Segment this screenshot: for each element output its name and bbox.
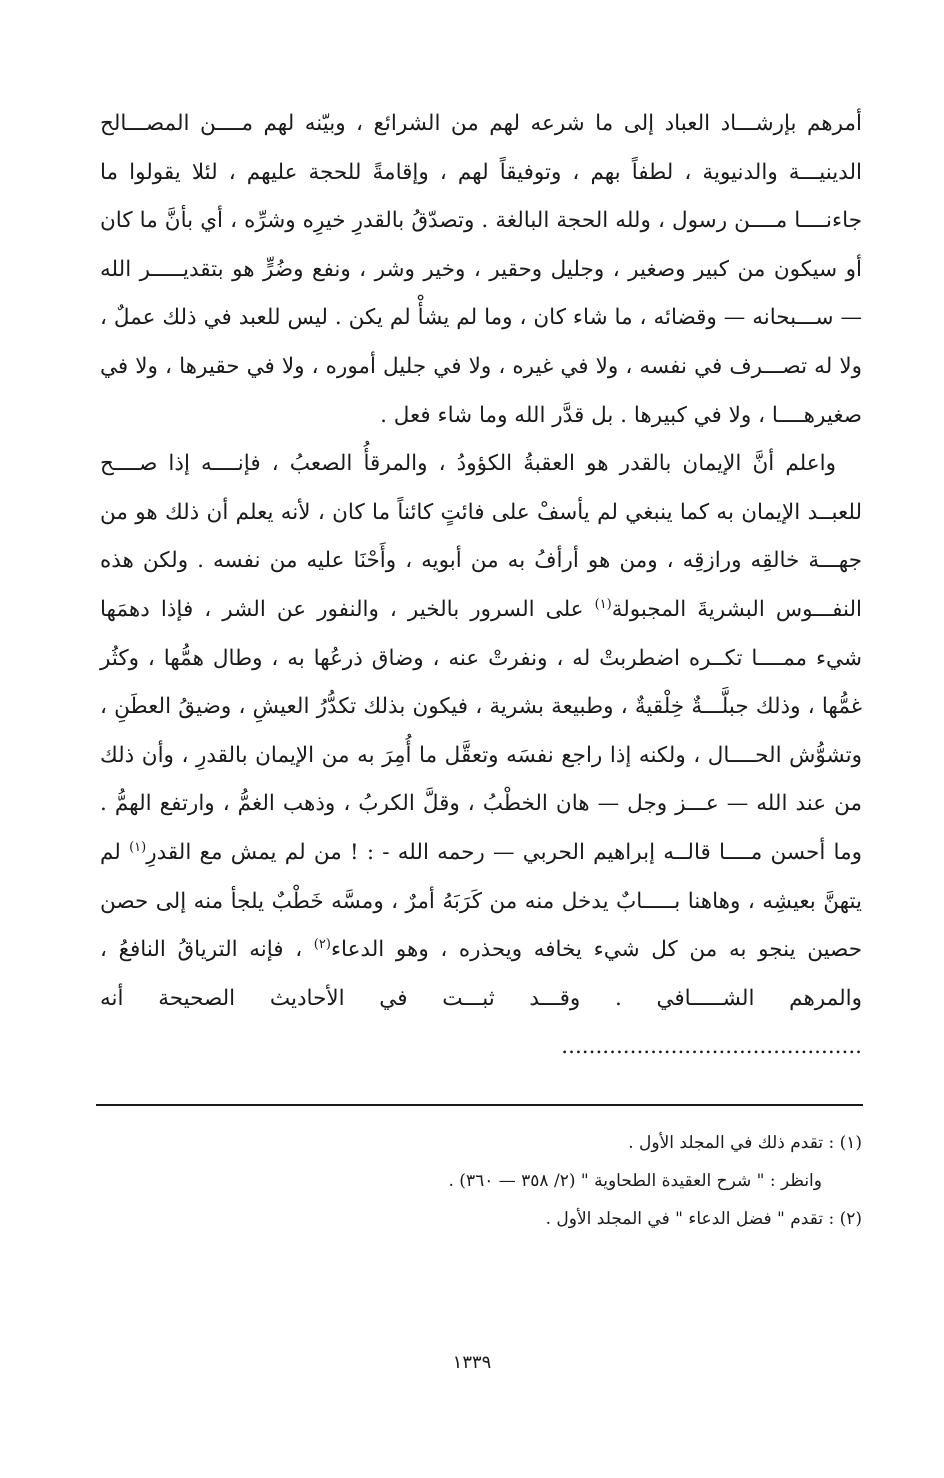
paragraph-2-part-c: لم يتهنَّ بعيشِه ، وهاهنا بـــــابٌ يدخل منه من كَرَبَهُ أمرٌ ، ومسَّه خَطْبٌ يلجأ منه إلى حصن حصين ينجو به من كل شيء يخافه ويحذره ، وهو الدعاء bbox=[100, 839, 862, 963]
paragraph-2 bbox=[100, 440, 862, 1072]
footnote-divider bbox=[96, 1104, 863, 1106]
footnote-ref-2: (١) bbox=[129, 839, 147, 855]
page-number: ١٣٣٩ bbox=[452, 1352, 492, 1373]
paragraph-2-part-b: على السرور بالخير ، والنفور عن الشر ، فإذا دهمَها شيء ممــــا تكــره اضطربتْ له ، ونفرتْ عنه ، وضاق ذرعُها به ، وطال همُّها ، وكثُر غمُّها ، وذلك جبلَّـــةٌ خِلْقيةٌ ، وطبيعة بشرية ، فيكون بذلك تكدُّرُ العيشِ ، وضيقُ العطَنِ ، وتشوُّش الحــــال ، ولكنه إذا راجع نفسَه وتعقَّل ما أُمِرَ به من الإيمان بالقدرِ ، وأن ذلك من عند الله — عـــز وجل — هان الخطْبُ ، وقلَّ الكربُ ، وذهب الغمُّ ، وارتفع الهمُّ . وما أحسن مــــا قالــه إبراهيم الحربي — رحمه الله - : ! من لم يمش مع القدرِ bbox=[100, 596, 862, 865]
paragraph-1: أمرهم بإرشـــاد العباد إلى ما شرعه لهم من الشرائع ، وبيّنه لهم مــــن المصـــالح الدينيـــة والدنيوية ، لطفاً بهم ، وتوفيقاً لهم ، وإقامةً للحجة عليهم ، لئلا يقولوا ما جاءنــــا مــــن رسول ، ولله الحجة البالغة . وتصدّقُ بالقدرِ خيرِه وشرِّه ، أي بأنَّ ما كان أو سيكون من كبير وصغير ، وجليل وحقير ، وخير وشر ، ونفع وضُرٍّ هو بتقديـــــر الله — ســـبحانه — وقضائه ، ما شاء كان ، وما لم يشأْ لم يكن . ليس للعبد في ذلك عملٌ ، ولا له تصـــرف في نفسه ، ولا في غيره ، ولا في جليل أموره ، ولا في حقيرها ، ولا في صغيرهــــا ، ولا في كبيرها . بل قدَّر الله وما شاء فعل . bbox=[100, 111, 862, 428]
footnote-1-reference: وانظر : " شرح العقيدة الطحاوية " (٢/ ٣٥٨ — ٣٦٠) . bbox=[448, 1171, 822, 1191]
footnotes bbox=[100, 1124, 862, 1238]
footnote-1: (١) : تقدم ذلك في المجلد الأول . bbox=[628, 1133, 862, 1153]
footnote-ref-3: (٢) bbox=[313, 936, 331, 952]
paragraph-2-part-d: ، فإنه الترياقُ النافعُ ، والمرهم الشـــــافي . وقـــد ثبـــت في الأحاديث الصحيحة أنه ............................................ bbox=[100, 937, 862, 1060]
footnote-2: (٢) : تقدم " فضل الدعاء " في المجلد الأول . bbox=[545, 1209, 862, 1229]
main-text bbox=[100, 100, 862, 1072]
paragraph-2-part-a: واعلم أنَّ الإيمان بالقدر هو العقبةُ الكؤودُ ، والمرقأُ الصعبُ ، فإنــــه إذا صــــح للعبــد الإيمان به كما ينبغي لم يأسفْ على فائتٍ كائناً ما كان ، لأنه يعلم أن ذلك هو من جهـــة خالقِه ورازقِه ، ومن هو أرأفُ به من أبويه ، وأَحْنَا عليه من نفسه . ولكن هذه النفـــوس البشريةَ المجبولة bbox=[100, 451, 863, 622]
footnote-ref-1: (١) bbox=[594, 596, 612, 612]
